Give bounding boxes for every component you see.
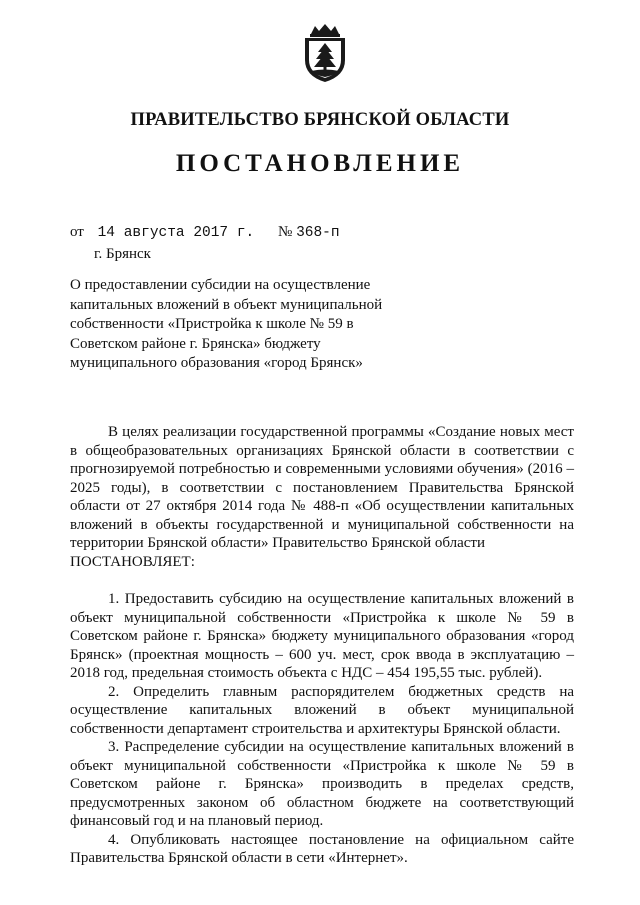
city: г. Брянск bbox=[94, 246, 151, 262]
coat-of-arms-icon bbox=[301, 22, 349, 84]
preamble-paragraph: В целях реализации государственной программы «Создание новых мест в общеобразовательных организациях Брянской области в соответствии с прогнозируемой потребностью и современными условиями обучения» (2016 – 2025 годы), в соответствии с постановлением Правительства Брянской области от 27 октября 2014 года № 488-п «Об осуществлении капитальных вложений в объекты государственной и муниципальной собственности на территории Брянской области» Правительство Брянской области bbox=[70, 424, 574, 551]
document-date: 14 августа 2017 г. bbox=[97, 225, 255, 241]
document-type: ПОСТАНОВЛЕНИЕ bbox=[175, 150, 465, 177]
decree-word: ПОСТАНОВЛЯЕТ: bbox=[70, 553, 195, 570]
government-title: ПРАВИТЕЛЬСТВО БРЯНСКОЙ ОБЛАСТИ bbox=[130, 110, 510, 130]
document-subject: О предоставлении субсидии на осуществление капитальных вложений в объект муниципальной собственности «Пристройка к школе № 59 в Советском районе г. Брянска» бюджету муниципального образования «город Брянск» bbox=[70, 277, 383, 371]
number-label: № bbox=[278, 224, 293, 240]
from-label: от bbox=[70, 224, 84, 240]
decree-item: 1. Предоставить субсидию на осуществление капитальных вложений в объект муниципальной собственности «Пристройка к школе № 59 в Советском районе г. Брянска» бюджету муниципального образования «город Брянск» (проектная мощность – 600 уч. мест, срок ввода в эксплуатацию – 2018 год, предельная стоимость объекта с НДС – 454 195,55 тыс. рублей). bbox=[70, 591, 574, 681]
decree-item: 3. Распределение субсидии на осуществление капитальных вложений в объект муниципальной собственности «Пристройка к школе № 59 в Советском районе г. Брянска» производить в пределах средств, предусмотренных законом об областном бюджете на соответствующий финансовый год и на плановый период. bbox=[70, 739, 574, 829]
date-number-line bbox=[70, 224, 340, 241]
document-body bbox=[70, 423, 574, 868]
decree-item: 4. Опубликовать настоящее постановление на официальном сайте Правительства Брянской области в сети «Интернет». bbox=[70, 831, 574, 866]
document-number: 368-п bbox=[296, 225, 340, 241]
decree-item: 2. Определить главным распорядителем бюджетных средств на осуществление капитальных вложений в объект муниципальной собственности департамент строительства и архитектуры Брянской области. bbox=[70, 683, 574, 737]
